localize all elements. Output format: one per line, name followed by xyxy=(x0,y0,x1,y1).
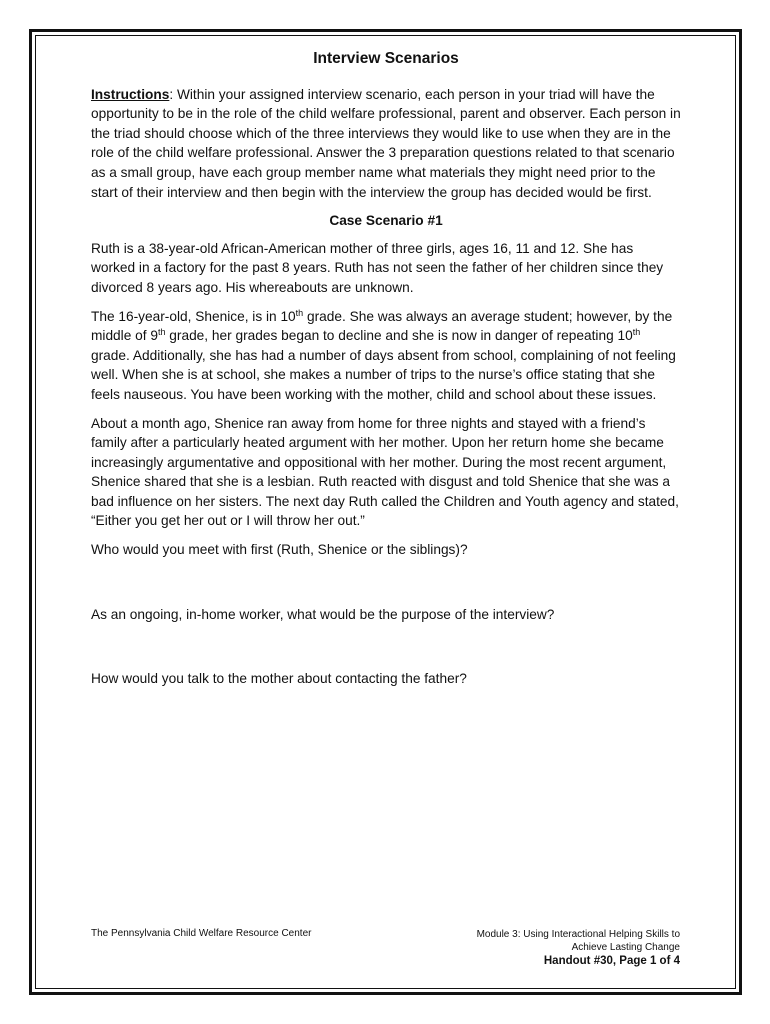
scenario-paragraph-1: Ruth is a 38-year-old African-American mother of three girls, ages 16, 11 and 12. She has worked in a factory for the past 8 years. Ruth has not seen the father of her children since they divorced 8 years ago. His whereabouts are unknown. xyxy=(91,240,664,295)
scenario-paragraph-2 xyxy=(91,307,681,405)
p2-sup-3: th xyxy=(632,327,641,338)
footer-module-line-2: Achieve Lasting Change xyxy=(571,942,680,953)
question-1: Who would you meet with first (Ruth, Shenice or the siblings)? xyxy=(91,542,468,558)
document-body xyxy=(91,49,681,698)
question-3: How would you talk to the mother about contacting the father? xyxy=(91,671,467,687)
footer-module xyxy=(477,928,680,968)
footer-module-line-1: Module 3: Using Interactional Helping Skills to xyxy=(476,929,680,940)
instructions-text: : Within your assigned interview scenario, each person in your triad will have the opportunity to be in the role of the child welfare professional, parent and observer. Each person in the triad should choose which of the three interviews they would like to use when they are in the role of the child welfare professional. Answer the 3 preparation questions related to that scenario as a small group, have each group member name what materials they might need prior to the start of their interview and then begin with the interview the group has decided would be first. xyxy=(91,86,681,200)
p2-sup-1: th xyxy=(295,307,304,318)
instructions-paragraph xyxy=(91,85,681,203)
p2-part-c: grade, her grades began to decline and she is now in danger of repeating 10 xyxy=(165,328,633,344)
p2-sup-2: th xyxy=(157,327,166,338)
scenario-paragraph-3: About a month ago, Shenice ran away from home for three nights and stayed with a friend’s family after a particularly heated argument with her mother. Upon her return home she became increasingly argumentative and oppositional with her mother. During the most recent argument, Shenice shared that she is a lesbian. Ruth reacted with disgust and told Shenice that she was a bad influence on her sisters. The next day Ruth called the Children and Youth agency and stated, “Either you get her out or I will throw her out.” xyxy=(91,415,679,529)
footer-organization: The Pennsylvania Child Welfare Resource Center xyxy=(91,928,312,939)
footer-handout: Handout #30, Page 1 of 4 xyxy=(543,955,680,967)
question-2: As an ongoing, in-home worker, what would be the purpose of the interview? xyxy=(91,606,555,622)
page-title: Interview Scenarios xyxy=(313,50,459,67)
p2-part-b: grade. She was always an average student; however, by the middle of 9 xyxy=(91,308,673,344)
p2-part-d: grade. Additionally, she has had a number of days absent from school, complaining of not feeling well. When she is at school, she makes a number of trips to the nurse’s office stating that she feels nauseous. You have been working with the mother, child and school about these issues. xyxy=(91,347,676,402)
p2-part-a: The 16-year-old, Shenice, is in 10 xyxy=(91,308,296,324)
instructions-label: Instructions xyxy=(91,86,170,102)
case-scenario-heading: Case Scenario #1 xyxy=(329,213,443,229)
